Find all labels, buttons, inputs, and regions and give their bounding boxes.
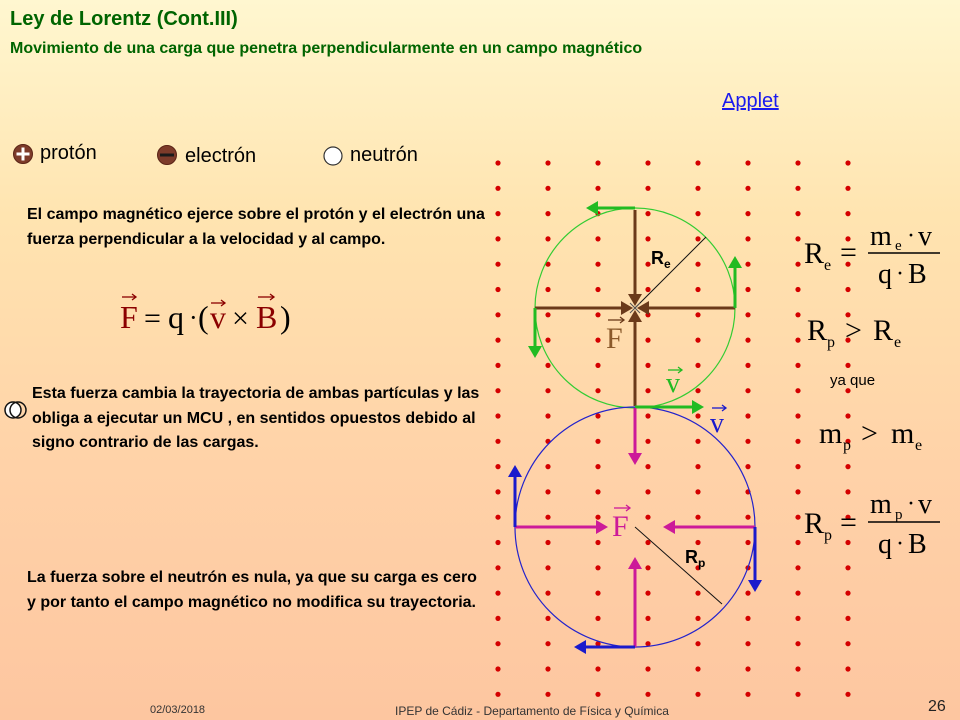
field-dot [495, 186, 500, 191]
field-dot [545, 464, 550, 469]
legend-electron-label: electrón [185, 145, 257, 167]
force-label-proton [612, 505, 630, 543]
field-dot [795, 363, 800, 368]
field-dot [745, 591, 750, 596]
field-dot [495, 388, 500, 393]
field-dot [645, 338, 650, 343]
field-dot [595, 413, 600, 418]
velocity-label-proton [710, 405, 726, 439]
radius-proton-label: $R_p$ [685, 547, 706, 570]
field-dot [495, 616, 500, 621]
svg-text:v: v [666, 368, 680, 399]
svg-text:B: B [256, 299, 278, 335]
field-dot [495, 641, 500, 646]
field-dot [745, 312, 750, 317]
field-dot [545, 666, 550, 671]
paragraph-trajectory: Esta fuerza cambia la trayectoria de ambas partículas y las obliga a ejecutar un MCU , en sentidos opuestos debido al signo contrario de las cargas. [32, 385, 480, 451]
field-dot [695, 363, 700, 368]
field-dot [495, 464, 500, 469]
field-dot [745, 236, 750, 241]
svg-text:q: q [878, 529, 892, 560]
field-dot [495, 591, 500, 596]
svg-text:·: · [896, 531, 904, 557]
field-dot [545, 160, 550, 165]
field-dot [795, 186, 800, 191]
field-dot [745, 616, 750, 621]
field-dot [595, 489, 600, 494]
field-dot [795, 565, 800, 570]
electron-radius-line [635, 237, 706, 308]
footer-date: 02/03/2018 [150, 704, 206, 716]
field-dot [595, 186, 600, 191]
field-dot [645, 591, 650, 596]
force-label-electron [606, 317, 624, 355]
field-dot [745, 211, 750, 216]
field-dot [795, 160, 800, 165]
svg-text:): ) [280, 299, 291, 335]
field-dot [745, 388, 750, 393]
field-dot [745, 160, 750, 165]
field-dot [545, 338, 550, 343]
field-dot [595, 565, 600, 570]
field-dot [645, 489, 650, 494]
svg-text:m: m [819, 417, 843, 450]
field-dot [595, 616, 600, 621]
svg-text:e: e [824, 257, 832, 274]
field-dot [495, 287, 500, 292]
field-dot [545, 692, 550, 697]
svg-text:p: p [895, 507, 903, 523]
svg-text:v: v [918, 489, 932, 520]
field-dot [495, 413, 500, 418]
svg-text:e: e [894, 334, 902, 351]
svg-text:(: ( [198, 299, 209, 335]
field-dot [645, 160, 650, 165]
svg-text:B: B [908, 259, 927, 290]
page-number: 26 [928, 698, 946, 715]
field-dot [845, 692, 850, 697]
field-dot [645, 388, 650, 393]
svg-text:m: m [870, 489, 892, 520]
svg-text:v: v [918, 221, 932, 252]
field-dot [745, 641, 750, 646]
field-dot [495, 160, 500, 165]
field-dot [645, 692, 650, 697]
field-dot [645, 287, 650, 292]
field-dot [745, 262, 750, 267]
field-dot [695, 338, 700, 343]
field-dot [695, 489, 700, 494]
field-dot [645, 413, 650, 418]
velocity-label-electron [666, 367, 682, 399]
field-dot [495, 363, 500, 368]
svg-text:e: e [915, 437, 923, 454]
svg-text:p: p [827, 334, 835, 351]
svg-text:B: B [908, 529, 927, 560]
svg-text:·: · [907, 491, 915, 517]
svg-text:p: p [843, 437, 851, 454]
field-dot [645, 616, 650, 621]
field-dot [545, 641, 550, 646]
field-dot [545, 540, 550, 545]
svg-text:·: · [907, 223, 915, 249]
field-dot [845, 641, 850, 646]
field-dot [645, 211, 650, 216]
svg-text:v: v [210, 299, 226, 335]
field-dot [645, 236, 650, 241]
field-dot [545, 186, 550, 191]
field-dot [745, 363, 750, 368]
field-dot [545, 515, 550, 520]
field-dot [645, 464, 650, 469]
svg-text:p: p [824, 527, 832, 544]
field-dot [795, 591, 800, 596]
field-dot [495, 489, 500, 494]
field-dot [795, 464, 800, 469]
field-dot [695, 211, 700, 216]
svg-text:·: · [896, 261, 904, 287]
field-dot [795, 413, 800, 418]
field-dot [745, 540, 750, 545]
field-dot [645, 439, 650, 444]
field-dot [595, 666, 600, 671]
svg-text:F: F [606, 322, 623, 355]
field-dot [645, 262, 650, 267]
field-dot [795, 388, 800, 393]
svg-text:>: > [845, 314, 862, 347]
field-dot [645, 186, 650, 191]
field-dot [695, 262, 700, 267]
legend-neutron-label: neutrón [350, 144, 418, 166]
field-dot [745, 413, 750, 418]
lorentz-force-equation [110, 288, 310, 338]
field-dot [795, 692, 800, 697]
svg-text:×: × [232, 302, 249, 335]
page-subtitle: Movimiento de una carga que penetra perpendicularmente en un campo magnético [10, 40, 643, 57]
field-dot [745, 464, 750, 469]
field-dot [545, 489, 550, 494]
svg-text:R: R [804, 507, 825, 540]
field-dot [795, 666, 800, 671]
field-dot [595, 591, 600, 596]
field-dot [645, 363, 650, 368]
field-dot [545, 388, 550, 393]
field-dot [745, 338, 750, 343]
svg-text:e: e [895, 238, 902, 254]
field-dot [695, 388, 700, 393]
field-dot [495, 338, 500, 343]
field-dot [695, 464, 700, 469]
field-dot [695, 591, 700, 596]
field-dot [495, 666, 500, 671]
field-dot [595, 287, 600, 292]
field-dot [795, 312, 800, 317]
field-dot [845, 186, 850, 191]
field-dot [695, 160, 700, 165]
svg-text:m: m [891, 417, 915, 450]
ya-que-text: ya que [830, 372, 876, 389]
svg-text:R: R [873, 314, 894, 347]
field-dot [545, 236, 550, 241]
field-dot [695, 692, 700, 697]
svg-text:R: R [807, 314, 828, 347]
field-dot [745, 666, 750, 671]
footer-institution: IPEP de Cádiz - Departamento de Física y Química [395, 704, 669, 718]
paragraph-magnetic-force: El campo magnético ejerce sobre el protón y el electrón una fuerza perpendicular a la velocidad y al campo. [27, 206, 485, 248]
mass-comparison-equation [815, 415, 945, 455]
field-dot [495, 515, 500, 520]
svg-text:·: · [189, 303, 198, 332]
field-dot [695, 439, 700, 444]
field-dot [495, 211, 500, 216]
radius-electron-label: $R_e$ [651, 248, 671, 271]
field-dot [495, 540, 500, 545]
field-dot [695, 641, 700, 646]
field-dot [795, 616, 800, 621]
field-dot [845, 363, 850, 368]
paragraph-neutron: La fuerza sobre el neutrón es nula, ya que su carga es cero y por tanto el campo magnético no modifica su trayectoria. [27, 569, 477, 611]
svg-text:=: = [840, 236, 857, 269]
field-dot [595, 540, 600, 545]
field-dot [545, 287, 550, 292]
field-dot [595, 363, 600, 368]
field-dot [495, 692, 500, 697]
field-dot [795, 641, 800, 646]
field-dot [595, 338, 600, 343]
page-title: Ley de Lorentz (Cont.III) [10, 8, 238, 30]
field-dot [595, 692, 600, 697]
field-dot [745, 515, 750, 520]
svg-text:=: = [840, 506, 857, 539]
svg-text:m: m [870, 221, 892, 252]
svg-text:F: F [120, 299, 138, 335]
field-dot [845, 160, 850, 165]
field-dot [795, 338, 800, 343]
field-dot [595, 515, 600, 520]
field-dot [695, 616, 700, 621]
neutron-icon [322, 145, 344, 167]
field-dot [845, 565, 850, 570]
field-dot [645, 666, 650, 671]
field-dot [545, 591, 550, 596]
field-dot [545, 413, 550, 418]
field-dot [845, 616, 850, 621]
radius-comparison-equation [805, 310, 925, 352]
svg-text:=: = [144, 302, 161, 335]
radius-electron-equation [800, 215, 950, 290]
svg-text:R: R [804, 237, 825, 270]
field-dot [695, 666, 700, 671]
electron-icon [156, 144, 178, 166]
field-dot [795, 439, 800, 444]
field-dot [745, 186, 750, 191]
svg-text:F: F [612, 510, 629, 543]
field-dot [595, 236, 600, 241]
field-dot [745, 439, 750, 444]
field-dot [845, 464, 850, 469]
field-dot [595, 262, 600, 267]
magnetic-field-dots [495, 160, 850, 697]
field-dot [745, 287, 750, 292]
svg-text:q: q [168, 299, 184, 335]
field-dot [595, 160, 600, 165]
field-dot [695, 287, 700, 292]
field-dot [545, 211, 550, 216]
proton-icon [12, 143, 34, 165]
field-dot [845, 666, 850, 671]
svg-text:v: v [710, 408, 724, 439]
svg-text:q: q [878, 259, 892, 290]
field-dot [595, 439, 600, 444]
field-dot [595, 464, 600, 469]
field-dot [695, 236, 700, 241]
field-dot [845, 591, 850, 596]
field-dot [645, 565, 650, 570]
field-dot [495, 565, 500, 570]
moving-particles-icon [2, 398, 32, 422]
svg-text:>: > [861, 417, 878, 450]
field-dot [545, 363, 550, 368]
field-dot [495, 439, 500, 444]
field-dot [695, 312, 700, 317]
radius-proton-equation [800, 485, 950, 560]
field-dot [645, 515, 650, 520]
legend-proton-label: protón [40, 142, 97, 164]
field-dot [595, 388, 600, 393]
field-dot [745, 692, 750, 697]
field-dot [595, 312, 600, 317]
field-dot [495, 312, 500, 317]
field-dot [695, 186, 700, 191]
field-dot [695, 540, 700, 545]
field-dot [495, 262, 500, 267]
field-dot [545, 312, 550, 317]
field-dot [545, 616, 550, 621]
field-dot [695, 413, 700, 418]
applet-link[interactable]: Applet [722, 90, 779, 112]
field-dot [695, 515, 700, 520]
field-dot [545, 565, 550, 570]
field-dot [495, 236, 500, 241]
